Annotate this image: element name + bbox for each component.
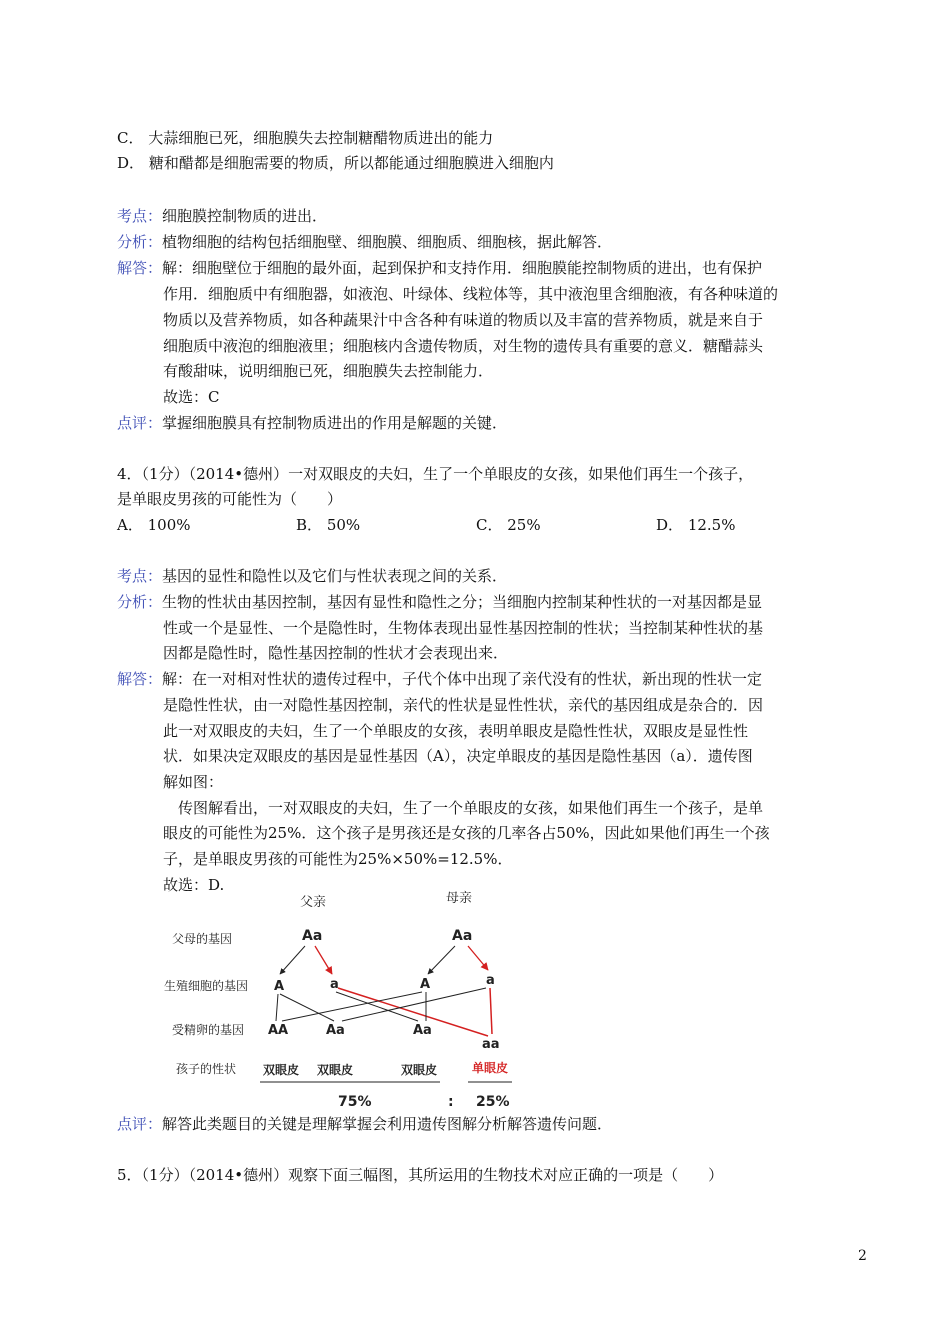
q4-dianping: 点评：解答此类题目的关键是理解掌握会利用遗传图解分析解答遗传问题． (117, 1115, 613, 1133)
kaodian-label: 考点： (117, 207, 163, 225)
arrow (428, 946, 455, 974)
gamete-mother-a-recessive: a (486, 973, 495, 988)
fenxi-label: 分析： (117, 233, 163, 251)
q5-stem: 5．（1分）（2014•德州）观察下面三幅图，其所运用的生物技术对应正确的一项是（ ） (117, 1166, 724, 1184)
q4-stem: 4．（1分）（2014•德州）一对双眼皮的夫妇，生了一个单眼皮的女孩，如果他们再生一个孩子， (117, 465, 754, 483)
q4-fenxi-line: 性或一个是显性、一个是隐性时，生物体表现出显性基因控制的性状；当控制某种性状的基 (163, 619, 764, 637)
q3-kaodian: 考点：细胞膜控制物质的进出． (117, 207, 328, 225)
row-label-parents: 父母的基因 (172, 932, 233, 946)
fenxi-label: 分析： (117, 593, 163, 611)
q4-fenxi-line: 因都是隐性时，隐性基因控制的性状才会表现出来． (163, 644, 509, 662)
trait-4: 单眼皮 (472, 1061, 509, 1075)
dianping-label: 点评： (117, 1115, 163, 1133)
q4-option-c: C． 25% (476, 516, 541, 534)
q4-option-b: B． 50% (296, 516, 361, 534)
arrow-red (468, 946, 488, 970)
q3-jieda-line: 作用．细胞质中有细胞器，如液泡、叶绿体、线粒体等，其中液泡里含细胞液，有各种味道的 (163, 285, 779, 303)
page-number: 2 (858, 1248, 867, 1264)
father-genotype: Aa (302, 928, 323, 944)
q4-option-d: D． 12.5% (656, 516, 736, 534)
father-label: 父亲 (300, 895, 327, 910)
q3-answer: 故选：C (163, 388, 220, 406)
trait-1: 双眼皮 (263, 1063, 300, 1077)
gamete-father-a-dominant: A (274, 979, 285, 994)
q3-dianping: 点评：掌握细胞膜具有控制物质进出的作用是解题的关键． (117, 414, 508, 432)
cross-line (282, 992, 422, 1021)
q4-answer: 故选：D. (163, 876, 225, 894)
q3-jieda-line: 细胞质中液泡的细胞液里；细胞核内含遗传物质，对生物的遗传具有重要的意义．糖醋蒜头 (163, 337, 764, 355)
row-label-zygotes: 受精卵的基因 (172, 1023, 245, 1037)
zygote-1: AA (268, 1023, 289, 1038)
q4-option-a: A． 100% (117, 516, 191, 534)
q3-jieda: 解答：解：细胞壁位于细胞的最外面，起到保护和支持作用．细胞膜能控制物质的进出，也有保护 (117, 259, 763, 277)
q4-jieda-line: 传图解看出，一对双眼皮的夫妇，生了一个单眼皮的女孩，如果他们再生一个孩子，是单 (163, 799, 764, 817)
arrow (280, 946, 305, 974)
q4-jieda-line: 是隐性性状，由一对隐性基因控制，亲代的性状是显性性状，亲代的基因组成是杂合的．因 (163, 696, 764, 714)
mother-label: 母亲 (446, 891, 473, 906)
ratio-recessive: 25% (476, 1094, 510, 1110)
row-label-trait: 孩子的性状 (176, 1062, 237, 1076)
arrow-red (315, 946, 332, 974)
q4-jieda-line: 状．如果决定双眼皮的基因是显性基因（A），决定单眼皮的基因是隐性基因（a）．遗传图 (163, 747, 753, 765)
ratio-separator: : (448, 1094, 454, 1110)
trait-3: 双眼皮 (401, 1063, 438, 1077)
zygote-3: Aa (413, 1023, 432, 1038)
row-label-gametes: 生殖细胞的基因 (164, 979, 249, 993)
q3-jieda-line: 物质以及营养物质，如各种蔬果汁中含各种有味道的物质以及丰富的营养物质，就是来自于 (163, 311, 764, 329)
q3-option-d: D． 糖和醋都是细胞需要的物质，所以都能通过细胞膜进入细胞内 (117, 154, 554, 172)
q3-fenxi: 分析：植物细胞的结构包括细胞壁、细胞膜、细胞质、细胞核，据此解答． (117, 233, 613, 251)
kaodian-label: 考点： (117, 567, 163, 585)
cross-line (276, 994, 278, 1021)
q4-fenxi: 分析：生物的性状由基因控制，基因有显性和隐性之分；当细胞内控制某种性状的一对基因都是显 (117, 593, 763, 611)
q4-stem-cont: 是单眼皮男孩的可能性为（ ） (117, 490, 343, 508)
q4-jieda-line: 此一对双眼皮的夫妇，生了一个单眼皮的女孩，表明单眼皮是隐性性状，双眼皮是显性性 (163, 722, 749, 740)
inheritance-diagram (150, 888, 550, 1113)
q4-jieda-line: 子，是单眼皮男孩的可能性为25%×50%=12.5%． (163, 850, 513, 868)
q3-option-c: C． 大蒜细胞已死，细胞膜失去控制糖醋物质进出的能力 (117, 129, 494, 147)
jieda-label: 解答： (117, 670, 163, 688)
jieda-label: 解答： (117, 259, 163, 277)
mother-genotype: Aa (452, 928, 473, 944)
q4-jieda-line: 眼皮的可能性为25%．这个孩子是男孩还是女孩的几率各占50%，因此如果他们再生一个孩 (163, 824, 770, 842)
gamete-mother-a-dominant: A (420, 977, 431, 992)
ratio-dominant: 75% (338, 1094, 372, 1110)
q3-jieda-line: 有酸甜味，说明细胞已死，细胞膜失去控制能力． (163, 362, 494, 380)
trait-2: 双眼皮 (317, 1063, 354, 1077)
cross-line (280, 994, 334, 1021)
zygote-2: Aa (326, 1023, 345, 1038)
zygote-4: aa (482, 1037, 500, 1052)
q4-jieda-line: 解如图： (163, 773, 224, 791)
q4-jieda: 解答：解：在一对相对性状的遗传过程中，子代个体中出现了亲代没有的性状，新出现的性状一定 (117, 670, 763, 688)
cross-line-red (490, 988, 492, 1034)
dianping-label: 点评： (117, 414, 163, 432)
gamete-father-a-recessive: a (330, 977, 339, 992)
q4-kaodian: 考点：基因的显性和隐性以及它们与性状表现之间的关系． (117, 567, 508, 585)
